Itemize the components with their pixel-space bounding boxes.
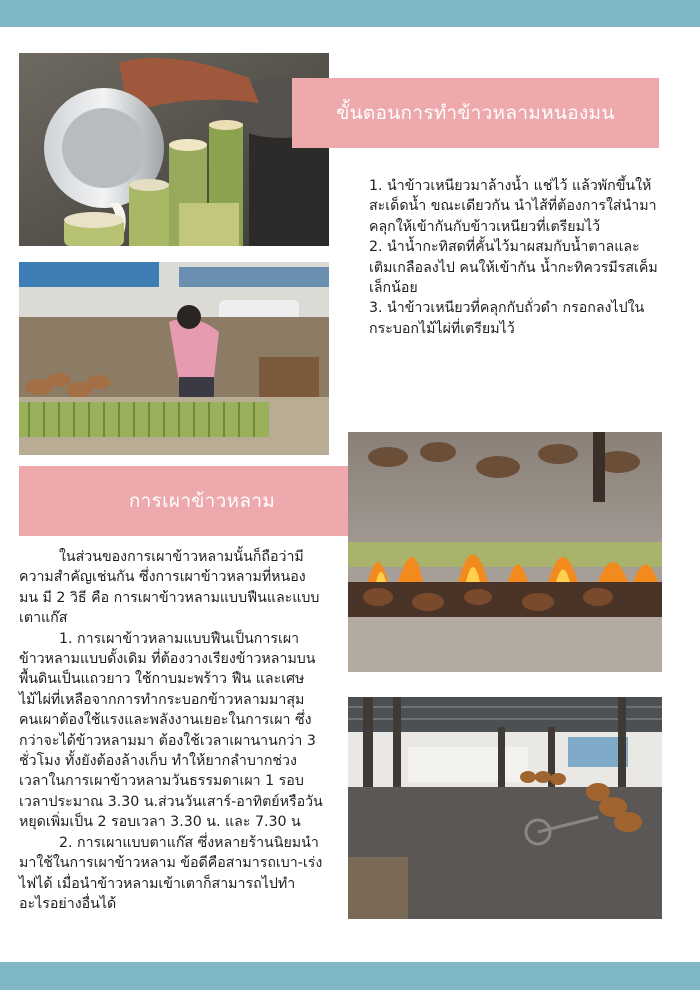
title-roasting-text: การเผาข้าวหลาม [128, 490, 276, 512]
paragraph-intro: ในส่วนของการเผาข้าวหลามนั้นก็ถือว่ามีความสำคัญเช่นกัน ซึ่งการเผาข้าวหลามที่หนองมน มี 2 วิธี คือ การเผาข้าวหลามแบบฟืนและแบบเตาแก๊ส [19, 549, 320, 627]
top-band [0, 0, 700, 27]
process-steps [369, 176, 661, 339]
photo-lining-bamboo-tubes [19, 262, 329, 455]
bottom-band [0, 962, 700, 990]
section-title-process [292, 78, 659, 148]
title-process-text: ขั้นตอนการทำข้าวหลามหนองมน [336, 102, 615, 124]
paragraph-wood-method: 1. การเผาข้าวหลามแบบฟืนเป็นการเผาข้าวหลามแบบดั้งเดิม ที่ต้องวางเรียงข้าวหลามบนพื้นดินเป็นแถวยาว ใช้กาบมะพร้าว ฟืน และเศษไม้ไผ่ที่เหลือจากการทำกระบอกข้าวหลามมาสุม คนเผาต้องใช้แรงและพลังงานเยอะในการเผา ซึ่งกว่าจะได้ข้าวหลามมา ต้องใช้เวลาเผานานกว่า 3 ชั่วโมง ทั้งยังต้องล้างเก็บ ทำให้ยากลำบากช่วงเวลาในการเผาข้าวหลามวันธรรมดาเผา 1 รอบเวลาประมาณ 3.30 น.ส่วนวันเสาร์-อาทิตย์หรือวันหยุดเพิ่มเป็น 2 รอบเวลา 3.30 น. และ 7.30 น [19, 630, 323, 831]
section-title-roasting [19, 466, 385, 536]
step-2: 2. นำน้ำกะทิสดที่คั้นไว้มาผสมกับน้ำตาลและเติมเกลือลงไป คนให้เข้ากัน น้ำกะทิควรมีรสเค็มเล็กน้อย [369, 239, 658, 297]
roasting-description [19, 547, 324, 914]
step-3: 3. นำข้าวเหนียวที่คลุกกับถั่วดำ กรอกลงไปในกระบอกไม้ไผ่ที่เตรียมไว้ [369, 300, 645, 337]
paragraph-gas-method: 2. การเผาแบบตาแก๊ส ซึ่งหลายร้านนิยมนำมาใช้ในการเผาข้าวหลาม ข้อดีคือสามารถเบา-เร่งไฟได้ เมื่อนำข้าวหลามเข้าเตาก็สามารถไปทำอะไรอย่างอื่นได้ [19, 834, 323, 912]
photo-wood-fire-roasting [348, 432, 662, 672]
step-1: 1. นำข้าวเหนียวมาล้างน้ำ แช่ไว้ แล้วพักขึ้นให้สะเด็ดน้ำ ขณะเดียวกัน นำไส้ที่ต้องการใส่นำมาคลุกให้เข้ากันกับข้าวเหนียวที่เตรียมไว้ [369, 178, 657, 235]
photo-pouring-coconut-milk [19, 53, 329, 246]
photo-roasting-shed [348, 697, 662, 919]
